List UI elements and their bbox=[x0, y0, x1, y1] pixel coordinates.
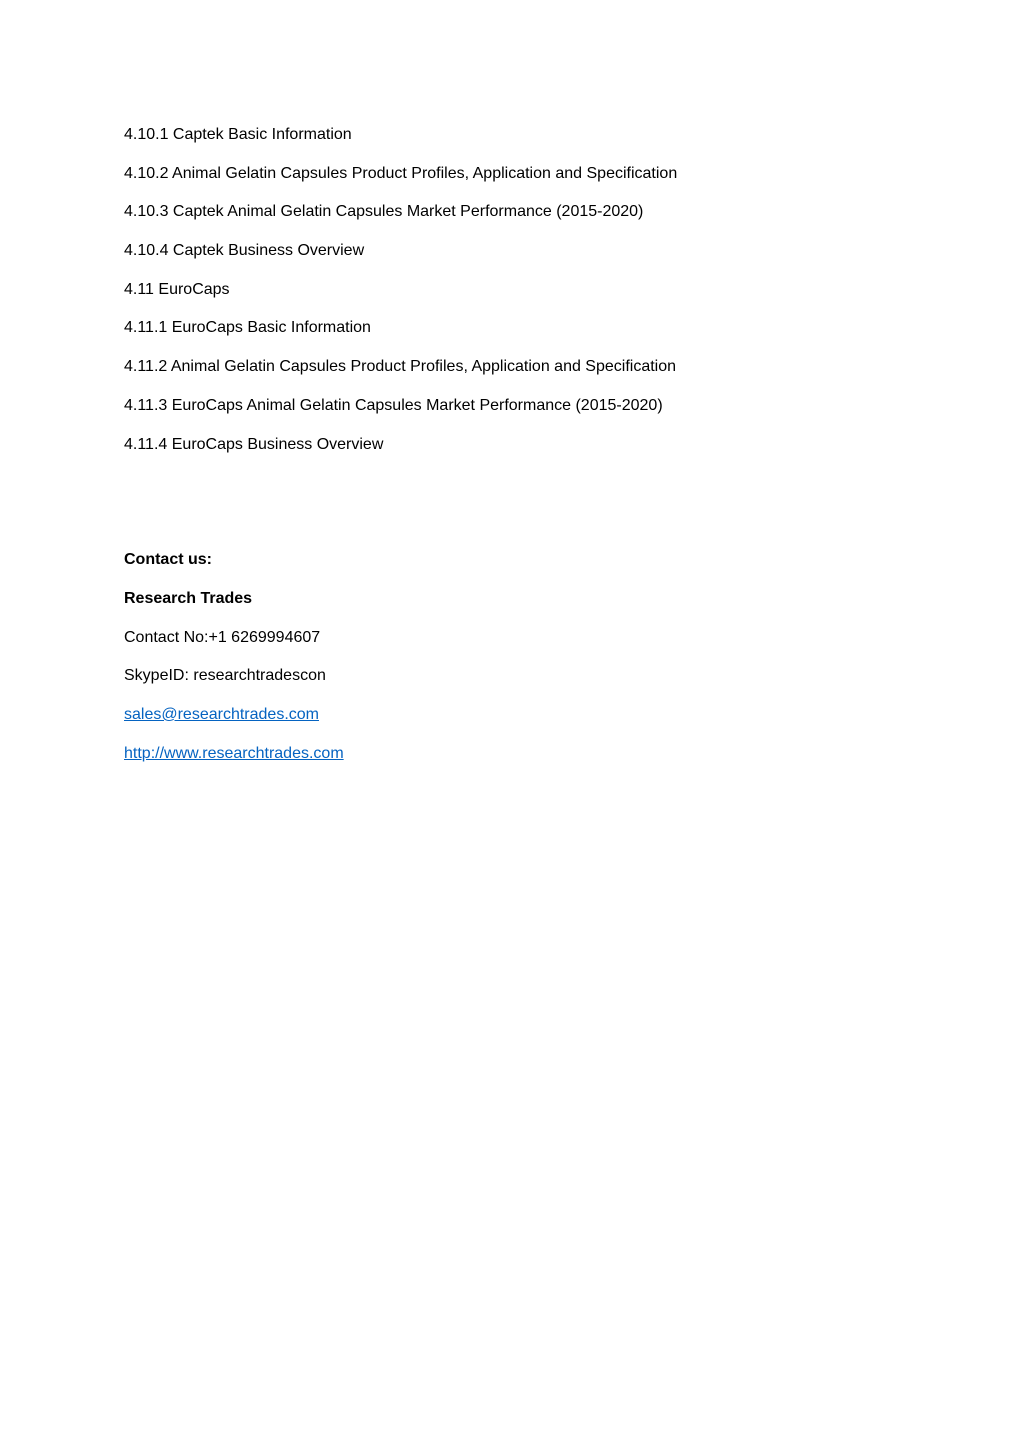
section-spacer bbox=[124, 472, 944, 549]
toc-entry-4-10-2: 4.10.2 Animal Gelatin Capsules Product Profiles, Application and Specification bbox=[124, 164, 678, 182]
toc-entry-4-10-1: 4.10.1 Captek Basic Information bbox=[124, 126, 352, 143]
company-name: Research Trades bbox=[124, 589, 253, 607]
toc-entry-4-11-1: 4.11.1 EuroCaps Basic Information bbox=[124, 319, 371, 337]
document-page bbox=[124, 124, 944, 781]
website-link[interactable]: http://www.researchtrades.com bbox=[124, 744, 344, 762]
toc-entry-4-11-4: 4.11.4 EuroCaps Business Overview bbox=[124, 435, 384, 453]
toc-entry-4-11-3: 4.11.3 EuroCaps Animal Gelatin Capsules Market Performance (2015-2020) bbox=[124, 396, 663, 414]
email-line bbox=[124, 704, 944, 726]
contact-heading: Contact us: bbox=[124, 551, 212, 569]
toc-entry-4-11-2: 4.11.2 Animal Gelatin Capsules Product Profiles, Application and Specification bbox=[124, 358, 677, 376]
toc-entry-4-10-3: 4.10.3 Captek Animal Gelatin Capsules Market Performance (2015-2020) bbox=[124, 203, 644, 221]
website-line bbox=[124, 743, 944, 765]
email-link[interactable]: sales@researchtrades.com bbox=[124, 705, 319, 723]
toc-entry-4-10-4: 4.10.4 Captek Business Overview bbox=[124, 242, 365, 260]
contact-skype: SkypeID: researchtradescon bbox=[124, 667, 326, 685]
contact-phone: Contact No:+1 6269994607 bbox=[124, 628, 321, 646]
toc-entry-4-11: 4.11 EuroCaps bbox=[124, 280, 230, 298]
